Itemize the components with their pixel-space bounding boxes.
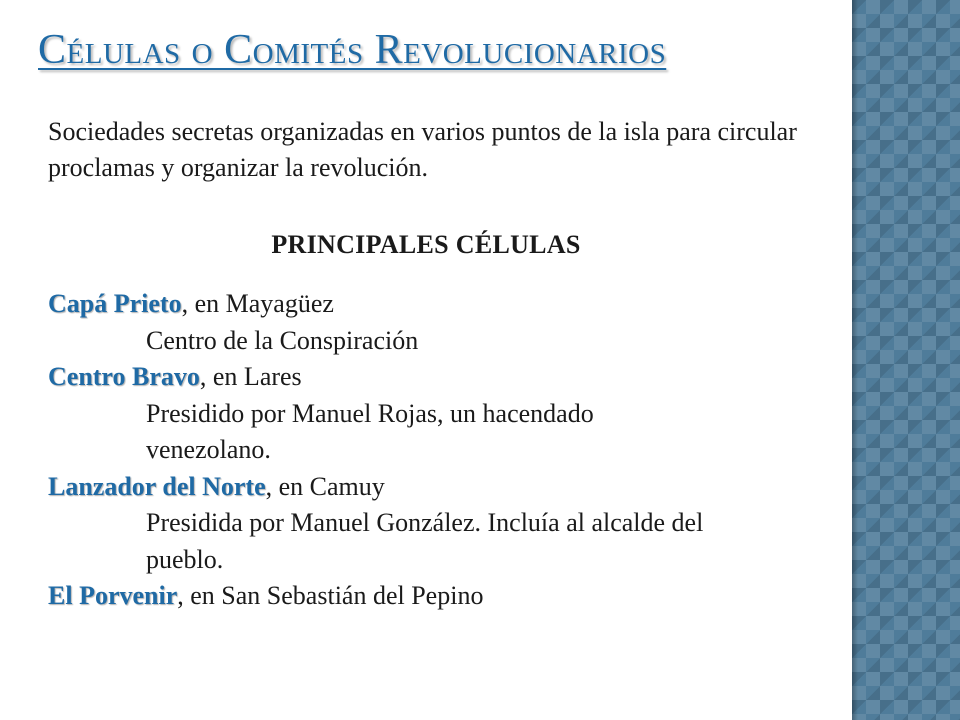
decorative-side-panel [852,0,960,720]
cell-location: , en Mayagüez [181,289,334,318]
cell-name: Lanzador del Norte [48,471,266,501]
cells-list [48,286,828,615]
cell-location: , en Lares [199,362,302,391]
slide-title: Células o Comités Revolucionarios [38,27,667,73]
cell-item-centro-bravo [48,359,828,469]
intro-paragraph: Sociedades secretas organizadas en varios puntos de la isla para circular proclamas y organizar la revolución. [48,117,797,182]
cell-name: El Porvenir [48,581,178,610]
cell-location: , en San Sebastián del Pepino [177,581,484,610]
cell-item-capa-prieto [48,286,828,359]
cell-item-lanzador-del-norte [48,469,828,579]
cell-name: Centro Bravo [48,362,200,391]
section-heading: PRINCIPALES CÉLULAS [271,230,581,259]
cell-item-el-porvenir [48,578,828,615]
cell-name: Capá Prieto [48,289,182,318]
cell-description: Presidida por Manuel González. Incluía al alcalde del pueblo. [146,508,704,574]
cell-description: Presidido por Manuel Rojas, un hacendado venezolano. [146,398,594,464]
cell-location: , en Camuy [265,471,385,501]
cell-description: Centro de la Conspiración [146,325,419,355]
